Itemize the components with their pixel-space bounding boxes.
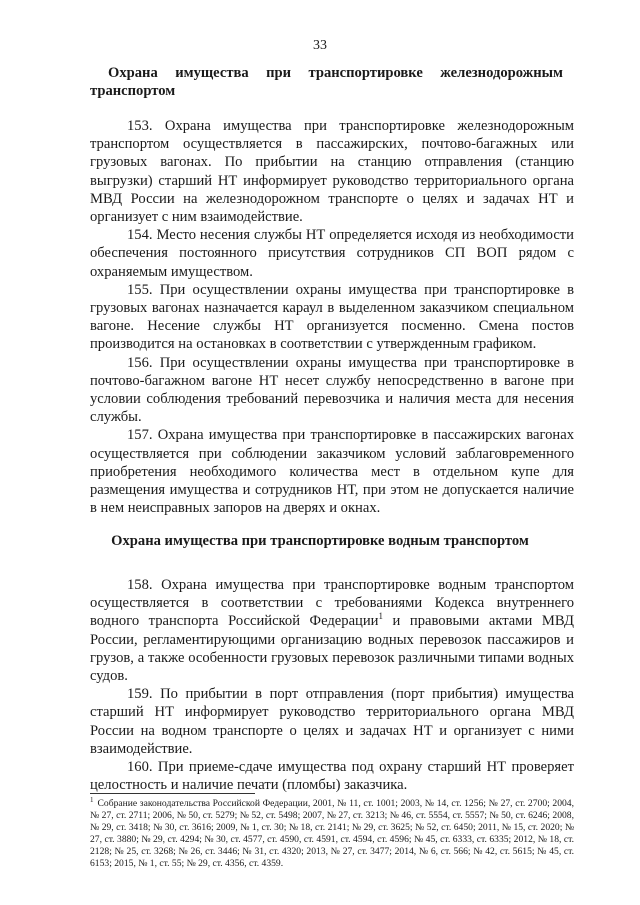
section-body-railway [90,117,574,517]
section-heading-water: Охрана имущества при транспортировке водным транспортом [111,533,529,549]
paragraph-156: 156. При осуществлении охраны имущества при транспортировке в почтово-багажном вагоне НТ несет службу непосредственно в вагоне при условии соблюдения требований перевозчика и наличия места для несения службы. [90,354,574,426]
paragraph-153: 153. Охрана имущества при транспортировке железнодорожным транспортом осуществляется в пассажирских, почтово-багажных или грузовых вагонах. По прибытии на станцию отправления (станцию выгрузки) старший НТ информирует руководство территориального органа МВД России на железнодорожном транспорте о целях и задачах НТ и организует с ним взаимодействие. [90,118,574,226]
section-heading-railway-line2: транспортом [90,83,176,99]
paragraph-158 [90,576,574,685]
paragraph-159: 159. По прибытии в порт отправления (порт прибытия) имущества старший НТ информирует руководство территориального органа МВД России на водном транспорте о целях и задачах НТ и организует с ними взаимодействие. [90,686,574,757]
footnote-reference: 1 [378,611,383,622]
paragraph-160: 160. При приеме-сдаче имущества под охрану старший НТ проверяет целостность и наличие печати (пломбы) заказчика. [90,759,574,794]
section-body-water [90,576,574,794]
paragraph-157: 157. Охрана имущества при транспортировке в пассажирских вагонах осуществляется при соблюдении заказчиком условий заблаговременного приобретения необходимого количества мест в отдельном купе для размещения имущества и сотрудников НТ, при этом не допускается наличие в нем неисправных запоров на дверях и окнах. [90,427,574,517]
footnote-separator [90,793,255,794]
footnote-mark: 1 [90,795,94,804]
paragraph-155: 155. При осуществлении охраны имущества при транспортировке в грузовых вагонах назначается караул в выделенном заказчиком специальном вагоне. Несение службы НТ организуется посменно. Смена постов производится на остановках в соответствии с утвержденным графиком. [90,281,574,353]
paragraph-158-text-b: и правовыми актами МВД России, регламентирующими организацию водных перевозок пассажиров и грузов, а также особенности грузовых перевозок различными типами водных судов. [90,613,574,685]
paragraph-154: 154. Место несения службы НТ определяется исходя из необходимости обеспечения постоянного присутствия сотрудников СП ВОП рядом с охраняемым имуществом. [90,227,574,280]
footnote [90,795,574,871]
section-heading-railway-line1: Охрана имущества при транспортировке железнодорожным [108,65,563,81]
page-number: 33 [313,38,327,53]
section-heading-railway [90,64,563,100]
paragraph-158-text-a: 158. Охрана имущества при транспортировке водным транспортом осуществляется в соответствии с требованиями Кодекса внутреннего водного транспорта Российской Федерации [90,577,574,630]
footnote-text: Собрание законодательства Российской Федерации, 2001, № 11, ст. 1001; 2003, № 14, ст. 1256; № 27, ст. 2700; 2004, № 27, ст. 2711; 2006, № 50, ст. 5279; № 52, ст. 5498; 2007, № 27, ст. 3213; № 46, ст. 5554, ст. 5557; № 50, ст. 6246; 2008, № 29, ст. 3418; № 30, ст. 3616; 2009, № 1, ст. 30; № 18, ст. 2141; № 29, ст. 3625; № 52, ст. 6450; 2011, № 15, ст. 2020; № 27, ст. 3880; № 29, ст. 4294; № 30, ст. 4577, ст. 4590, ст. 4591, ст. 4594, ст. 4596; № 45, ст. 6333, ст. 6335; 2012, № 18, ст. 2128; № 25, ст. 3268; № 26, ст. 3446; № 31, ст. 4320; 2013, № 27, ст. 3477; 2014, № 6, ст. 566; № 42, ст. 5615; № 45, ст. 6153; 2015, № 1, ст. 55; № 29, ст. 4356, ст. 4359. [90,798,574,870]
